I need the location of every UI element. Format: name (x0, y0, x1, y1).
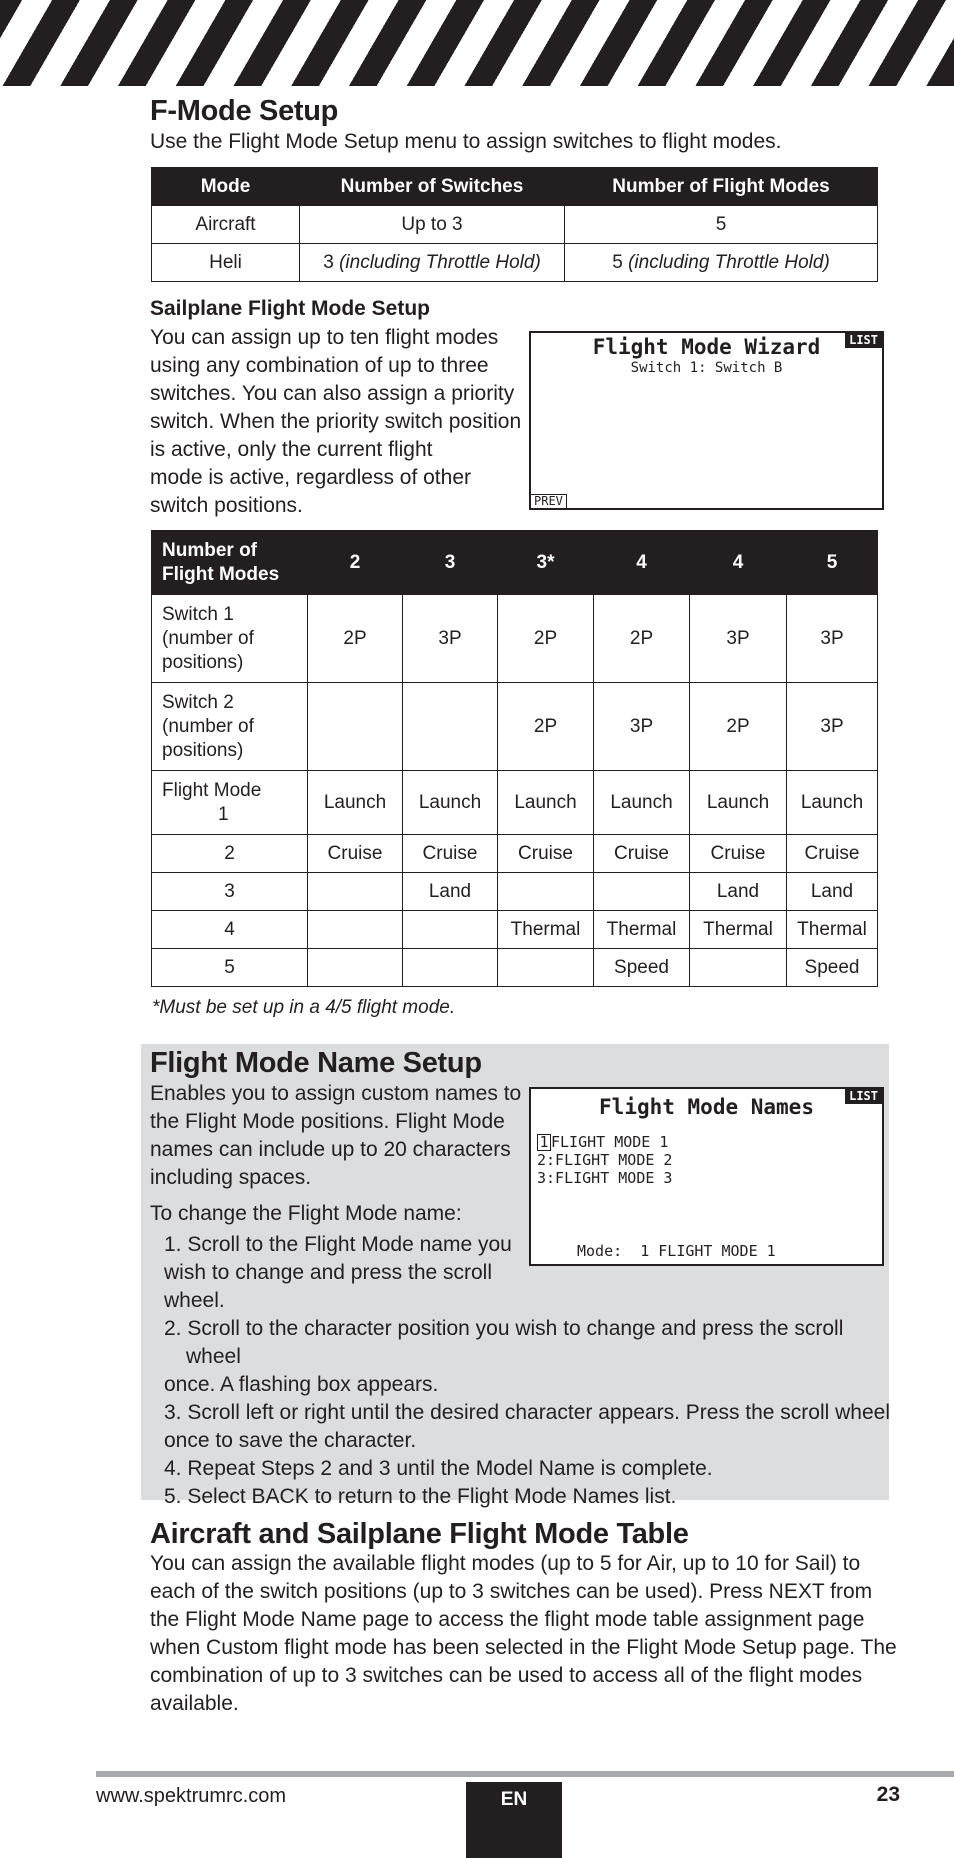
column-header: 4 (594, 531, 690, 595)
cell-value: 3 (323, 251, 334, 273)
table-cell: Up to 3 (300, 206, 565, 244)
table-cell: Cruise (787, 835, 878, 873)
table-cell (403, 911, 498, 949)
label-line: 1 (218, 803, 229, 825)
sailplane-title: Sailplane Flight Mode Setup (150, 297, 431, 320)
table-row (152, 244, 878, 282)
screen-list-item (537, 1133, 672, 1151)
table-cell: Speed (787, 949, 878, 987)
sailplane-table (151, 530, 878, 987)
table-cell: Thermal (498, 911, 594, 949)
list-tag: LIST (845, 333, 882, 348)
table-cell: 3P (594, 683, 690, 771)
table-cell: Launch (403, 771, 498, 835)
table-row (152, 683, 878, 771)
table-cell: Thermal (594, 911, 690, 949)
flight-mode-names-screen (529, 1087, 884, 1266)
label-line: Switch 1 (162, 603, 234, 625)
table-cell: Launch (594, 771, 690, 835)
table-cell: Launch (308, 771, 403, 835)
step-item: once. A flashing box appears. (164, 1373, 439, 1396)
text-line: is active, only the current flight (150, 438, 433, 461)
step-item: 2. Scroll to the character position you wish to change and press the scroll wheel (164, 1317, 844, 1368)
text-line: names can include up to 20 characters (150, 1138, 511, 1161)
table-cell: Speed (594, 949, 690, 987)
table-cell (308, 911, 403, 949)
table-row (152, 595, 878, 683)
table-cell (308, 873, 403, 911)
text-line: combination of up to 3 switches can be used to access all of the flight modes (150, 1664, 863, 1687)
row-label: 2 (152, 835, 308, 873)
table-cell: Thermal (690, 911, 787, 949)
step-item: once to save the character. (164, 1429, 417, 1452)
text-line: switch. When the priority switch position (150, 410, 522, 433)
table-cell: 3P (403, 595, 498, 683)
fmode-header: Mode (152, 168, 300, 206)
table-cell: 3P (690, 595, 787, 683)
table-section-paragraph (150, 1550, 897, 1718)
table-cell: Cruise (498, 835, 594, 873)
table-cell: 2P (498, 683, 594, 771)
table-cell: Land (690, 873, 787, 911)
table-cell (403, 949, 498, 987)
table-cell: Cruise (403, 835, 498, 873)
screen-title: Flight Mode Wizard (592, 335, 821, 359)
text-line: You can assign up to ten flight modes (150, 326, 499, 349)
row-label (152, 683, 308, 771)
names-title: Flight Mode Name Setup (150, 1047, 482, 1079)
table-row (152, 873, 878, 911)
row-label: 3 (152, 873, 308, 911)
cell-note: (including Throttle Hold) (339, 251, 541, 273)
step-item: 3. Scroll left or right until the desired character appears. Press the scroll wheel (164, 1401, 891, 1424)
text-line: the Flight Mode positions. Flight Mode (150, 1110, 505, 1133)
sailplane-paragraph (150, 324, 521, 520)
screen-title: Flight Mode Names (599, 1095, 814, 1119)
step-item: 4. Repeat Steps 2 and 3 until the Model Name is complete. (164, 1457, 713, 1480)
table-cell: Launch (498, 771, 594, 835)
column-header: 4 (690, 531, 787, 595)
table-cell (498, 949, 594, 987)
text-line: switch positions. (150, 494, 303, 517)
table-cell: Aircraft (152, 206, 300, 244)
screen-item-text: FLIGHT MODE 1 (551, 1133, 669, 1151)
row-label (152, 771, 308, 835)
table-row (152, 911, 878, 949)
table-cell: 2P (594, 595, 690, 683)
table-cell: Thermal (787, 911, 878, 949)
column-header: 2 (308, 531, 403, 595)
column-header: 3 (403, 531, 498, 595)
names-steps (150, 1231, 890, 1511)
flight-mode-wizard-screen (529, 331, 884, 510)
row-label: 5 (152, 949, 308, 987)
text-line: the Flight Mode Name page to access the flight mode table assignment page (150, 1608, 865, 1631)
cell-value: 5 (612, 251, 623, 273)
text-line: available. (150, 1692, 239, 1715)
table-cell: 5 (565, 206, 878, 244)
table-cell (300, 244, 565, 282)
label-line: Flight Mode (162, 779, 262, 801)
text-line: using any combination of up to three (150, 354, 489, 377)
sailplane-footnote: *Must be set up in a 4/5 flight mode. (152, 997, 456, 1018)
screen-list (537, 1133, 672, 1187)
text-line: You can assign the available flight modes (up to 5 for Air, up to 10 for Sail) to (150, 1552, 861, 1575)
names-change-label: To change the Flight Mode name: (150, 1202, 462, 1225)
screen-list-item: 2:FLIGHT MODE 2 (537, 1151, 673, 1169)
table-cell: Launch (787, 771, 878, 835)
fmode-intro: Use the Flight Mode Setup menu to assign switches to flight modes. (150, 130, 782, 153)
label-line: (number of (162, 627, 254, 649)
column-header: 5 (787, 531, 878, 595)
label-line: Switch 2 (162, 691, 234, 713)
header-stripes (0, 0, 954, 86)
fmode-header: Number of Switches (300, 168, 565, 206)
fmode-header: Number of Flight Modes (565, 168, 878, 206)
table-cell: Heli (152, 244, 300, 282)
screen-subtitle: Switch 1: Switch B (630, 360, 783, 376)
table-cell: Land (787, 873, 878, 911)
header-line: Number of (162, 539, 257, 561)
label-line: positions) (162, 739, 244, 761)
text-line: when Custom flight mode has been selected in the Flight Mode Setup page. The (150, 1636, 897, 1659)
table-cell: Land (403, 873, 498, 911)
table-cell: Cruise (690, 835, 787, 873)
table-row (152, 206, 878, 244)
fmode-title: F-Mode Setup (150, 95, 339, 127)
table-cell (690, 949, 787, 987)
text-line: Enables you to assign custom names to (150, 1082, 522, 1105)
column-header: 3* (498, 531, 594, 595)
table-row (152, 949, 878, 987)
table-cell: 2P (690, 683, 787, 771)
row-label: 4 (152, 911, 308, 949)
page-number: 23 (876, 1783, 900, 1806)
cursor-box: 1 (537, 1134, 551, 1151)
table-cell (403, 683, 498, 771)
footer-url: www.spektrumrc.com (96, 1785, 287, 1807)
text-line: including spaces. (150, 1166, 312, 1189)
table-cell: Launch (690, 771, 787, 835)
text-line: each of the switch positions (up to 3 switches can be used). Press NEXT from (150, 1580, 873, 1603)
step-item: wheel. (164, 1289, 225, 1312)
step-item: 1. Scroll to the Flight Mode name you (164, 1233, 512, 1256)
label-line: positions) (162, 651, 244, 673)
step-item: wish to change and press the scroll (164, 1261, 493, 1284)
screen-mode-line: Mode: 1 FLIGHT MODE 1 (577, 1242, 776, 1260)
fmode-table (151, 167, 878, 282)
cell-note: (including Throttle Hold) (628, 251, 830, 273)
step-item: 5. Select BACK to return to the Flight Mode Names list. (164, 1485, 677, 1508)
table-cell: 2P (498, 595, 594, 683)
row-label (152, 595, 308, 683)
label-line: (number of (162, 715, 254, 737)
table-cell (308, 683, 403, 771)
table-cell (594, 873, 690, 911)
table-cell (498, 873, 594, 911)
screen-list-item: 3:FLIGHT MODE 3 (537, 1169, 673, 1187)
names-paragraph (150, 1080, 521, 1192)
table-cell (565, 244, 878, 282)
text-line: mode is active, regardless of other (150, 466, 471, 489)
table-cell: 2P (308, 595, 403, 683)
footer-rule (96, 1771, 954, 1777)
language-tab: EN (466, 1782, 562, 1858)
list-tag: LIST (845, 1089, 882, 1104)
text-line: switches. You can also assign a priority (150, 382, 515, 405)
table-row (152, 835, 878, 873)
table-section-title: Aircraft and Sailplane Flight Mode Table (150, 1518, 689, 1550)
header-line: Flight Modes (162, 563, 280, 585)
prev-tag: PREV (531, 494, 567, 508)
sailplane-header-label (152, 531, 308, 595)
table-cell: 3P (787, 595, 878, 683)
table-row (152, 771, 878, 835)
table-cell: Cruise (594, 835, 690, 873)
table-cell (308, 949, 403, 987)
table-cell: 3P (787, 683, 878, 771)
table-cell: Cruise (308, 835, 403, 873)
